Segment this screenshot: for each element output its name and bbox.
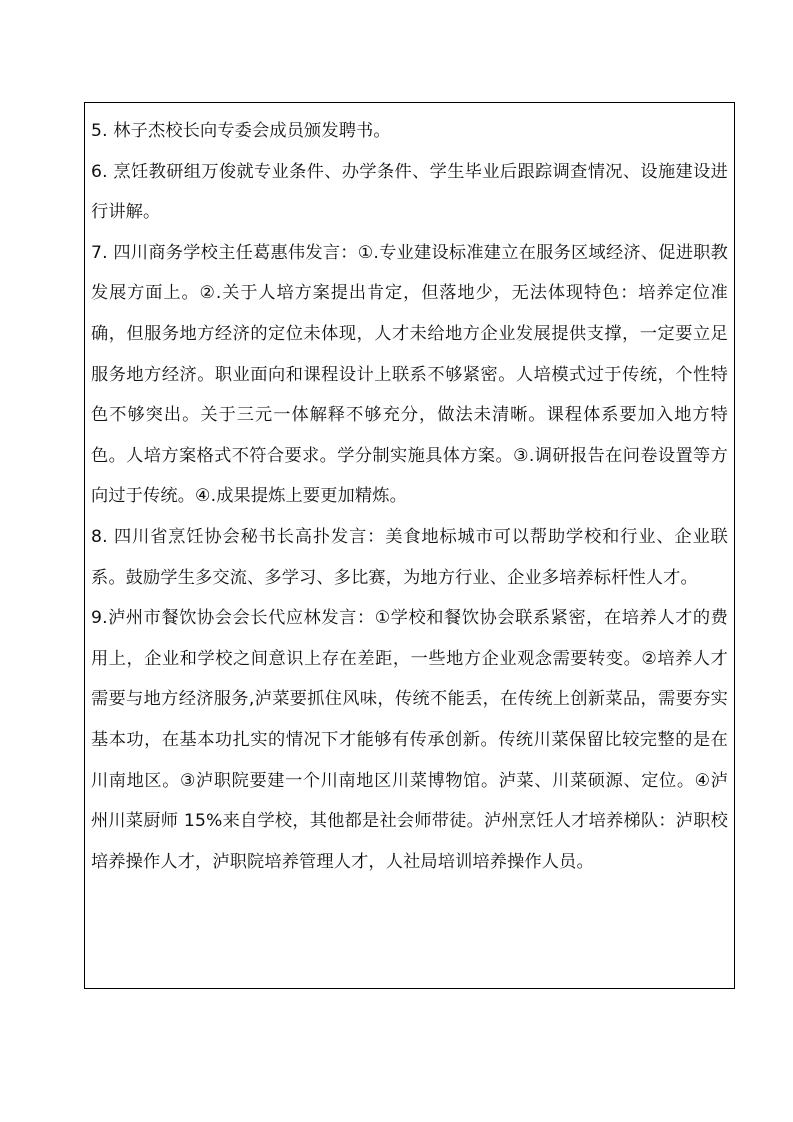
meeting-notes	[91, 111, 728, 882]
paragraph-item-7: 7. 四川商务学校主任葛惠伟发言：①.专业建设标准建立在服务区域经济、促进职教发展方面上。②.关于人培方案提出肯定，但落地少，无法体现特色：培养定位准确，但服务地方经济的定位未体现，人才未给地方企业发展提供支撑，一定要立足服务地方经济。职业面向和课程设计上联系不够紧密。人培模式过于传统，个性特色不够突出。关于三元一体解释不够充分，做法未清晰。课程体系要加入地方特色。人培方案格式不符合要求。学分制实施具体方案。③.调研报告在问卷设置等方向过于传统。④.成果提炼上要更加精炼。	[91, 242, 728, 507]
paragraph-item-6: 6. 烹饪教研组万俊就专业条件、办学条件、学生毕业后跟踪调查情况、设施建设进行讲解。	[91, 161, 728, 223]
paragraph-item-9: 9.泸州市餐饮协会会长代应林发言：①学校和餐饮协会联系紧密，在培养人才的费用上，企业和学校之间意识上存在差距，一些地方企业观念需要转变。②培养人才需要与地方经济服务,泸菜要抓住风味，传统不能丢，在传统上创新菜品，需要夯实基本功，在基本功扎实的情况下才能够有传承创新。传统川菜保留比较完整的是在川南地区。③泸职院要建一个川南地区川菜博物馆。泸菜、川菜硕源、定位。④泸州川菜厨师 15%来自学校，其他都是社会师带徒。泸州烹饪人才培养梯队：泸职校培养操作人才，泸职院培养管理人才，人社局培训培养操作人员。	[91, 608, 728, 872]
paragraph-item-8: 8. 四川省烹饪协会秘书长高扑发言：美食地标城市可以帮助学校和行业、企业联系。鼓励学生多交流、多学习、多比赛，为地方行业、企业多培养标杆性人才。	[91, 526, 728, 588]
content-table-cell	[84, 102, 735, 989]
paragraph-item-5: 5. 林子杰校长向专委会成员颁发聘书。	[91, 121, 391, 141]
